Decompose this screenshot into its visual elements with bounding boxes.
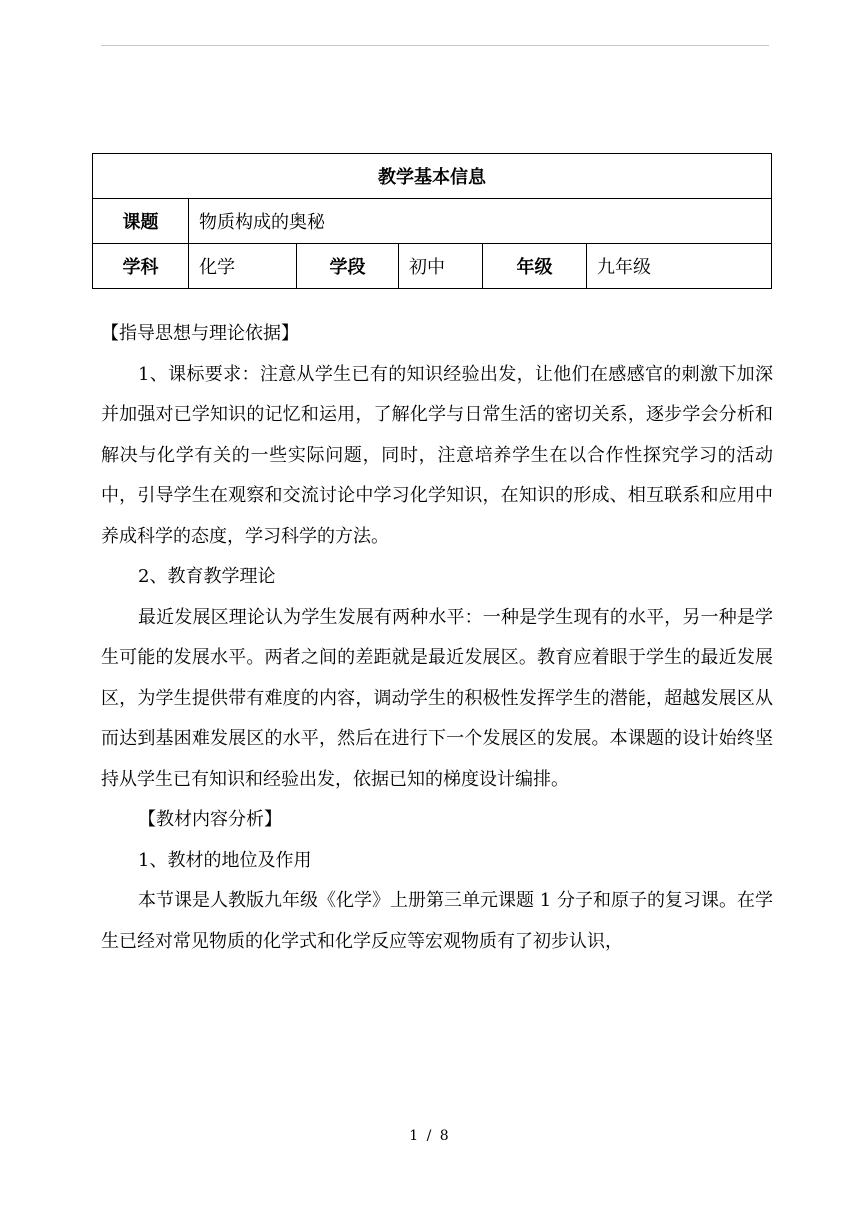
subheading-textbook-role: 1、教材的地位及作用	[138, 849, 312, 871]
paragraph-zone-of-proximal-development: 最近发展区理论认为学生发展有两种水平：一种是学生现有的水平，另一种是学生可能的发展水平。两者之间的差距就是最近发展区。教育应着眼于学生的最近发展区，为学生提供带有难度的内容，调动学生的积极性发挥学生的潜能，超越发展区从而达到基困难发展区的水平，然后在进行下一个发展区的发展。本课题的设计始终坚持从学生已有知识和经验出发，依据已知的梯度设计编排。	[101, 606, 773, 790]
section-heading-guiding-ideas: 【指导思想与理论依据】	[101, 323, 299, 344]
paragraph-curriculum-requirements: 1、课标要求：注意从学生已有的知识经验出发，让他们在感感官的刺激下加深并加强对已学知识的记忆和运用，了解化学与日常生活的密切关系，逐步学会分析和解决与化学有关的一些实际问题，同时，注意培养学生在以合作性探究学习的活动中，引导学生在观察和交流讨论中学习化学知识，在知识的形成、相互联系和应用中养成科学的态度，学习科学的方法。	[101, 363, 773, 547]
stage-label: 学段	[297, 244, 399, 289]
topic-value: 物质构成的奥秘	[189, 199, 772, 244]
subject-value: 化学	[189, 244, 297, 289]
section-heading-textbook-analysis: 【教材内容分析】	[138, 809, 282, 830]
table-title: 教学基本信息	[93, 154, 772, 199]
table-row-topic	[93, 199, 772, 244]
stage-value: 初中	[399, 244, 483, 289]
document-body	[101, 314, 773, 962]
info-table	[92, 153, 772, 289]
topic-label: 课题	[93, 199, 189, 244]
table-row-meta	[93, 244, 772, 289]
paragraph-lesson-context: 本节课是人教版九年级《化学》上册第三单元课题 1 分子和原子的复习课。在学生已经对常见物质的化学式和化学反应等宏观物质有了初步认识，	[101, 890, 773, 952]
grade-label: 年级	[483, 244, 587, 289]
page-number: 1 / 8	[409, 1128, 451, 1144]
subheading-education-theory: 2、教育教学理论	[138, 566, 276, 587]
subject-label: 学科	[93, 244, 189, 289]
grade-value: 九年级	[587, 244, 772, 289]
table-title-row	[93, 154, 772, 199]
header-rule	[101, 45, 769, 46]
